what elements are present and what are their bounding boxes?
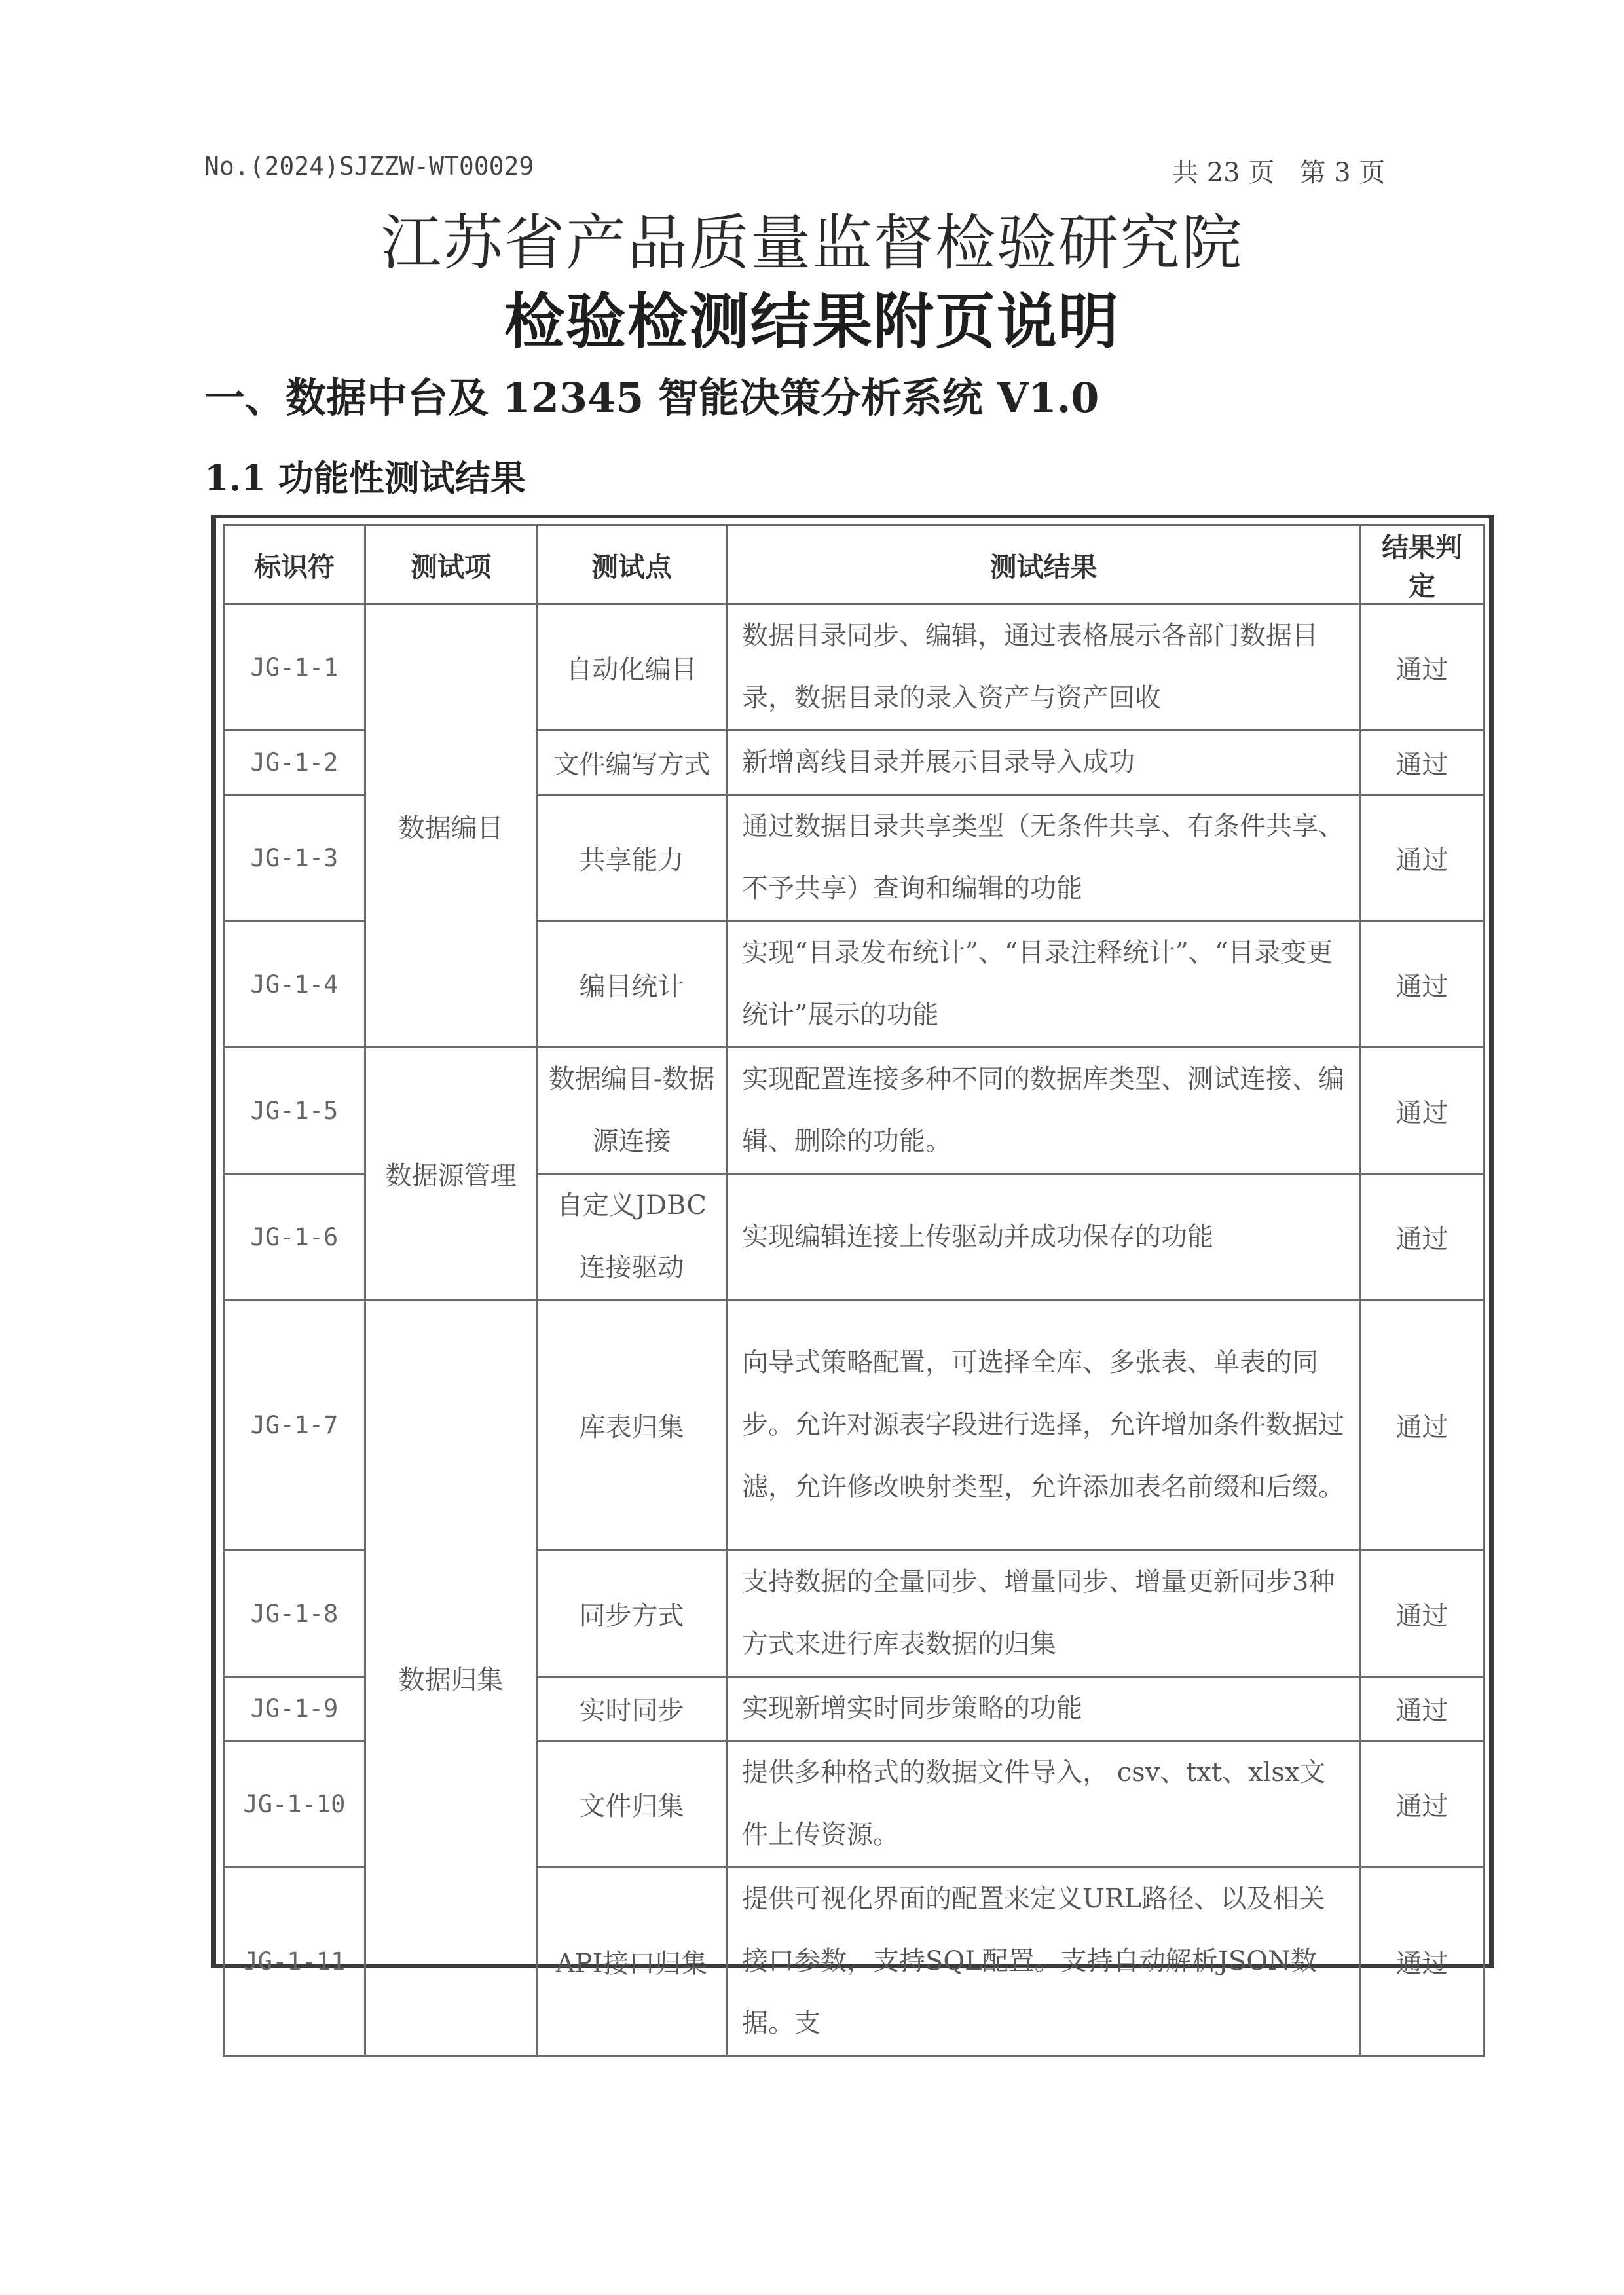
- table-row: [224, 1300, 1484, 1551]
- test-result: 向导式策略配置，可选择全库、多张表、单表的同步。允许对源表字段进行选择，允许增加条件数据过滤，允许修改映射类型，允许添加表名前缀和后缀。: [727, 1300, 1361, 1551]
- test-point: API接口归集: [537, 1867, 727, 2056]
- test-result: 实现配置连接多种不同的数据库类型、测试连接、编辑、删除的功能。: [727, 1048, 1361, 1174]
- test-point: 文件编写方式: [537, 731, 727, 795]
- test-point: 编目统计: [537, 921, 727, 1048]
- test-point: 实时同步: [537, 1677, 727, 1741]
- test-point: 库表归集: [537, 1300, 727, 1551]
- row-id: JG-1-1: [224, 604, 365, 731]
- page-info: 共 23 页 第 3 页: [1172, 158, 1386, 188]
- table-header-row: [224, 525, 1484, 604]
- column-header: 测试结果: [727, 525, 1361, 604]
- seal-edge-mark: [1595, 982, 1621, 1218]
- verdict: 通过: [1361, 1867, 1484, 2056]
- test-result: 实现新增实时同步策略的功能: [727, 1677, 1361, 1741]
- group-data-collection: 数据归集: [365, 1300, 537, 2056]
- column-header: 测试点: [537, 525, 727, 604]
- group-data-cataloging: 数据编目: [365, 604, 537, 1048]
- verdict: 通过: [1361, 1048, 1484, 1174]
- institute-title: 江苏省产品质量监督检验研究院: [380, 208, 1243, 278]
- verdict: 通过: [1361, 604, 1484, 731]
- verdict: 通过: [1361, 1677, 1484, 1741]
- column-header: 测试项: [365, 525, 537, 604]
- test-point: 自动化编目: [537, 604, 727, 731]
- row-id: JG-1-4: [224, 921, 365, 1048]
- column-header: 结果判定: [1361, 525, 1484, 604]
- row-id: JG-1-3: [224, 795, 365, 921]
- test-point: 文件归集: [537, 1741, 727, 1867]
- section-heading: 一、数据中台及 12345 智能决策分析系统 V1.0: [204, 374, 1099, 422]
- table-row: [224, 604, 1484, 731]
- row-id: JG-1-2: [224, 731, 365, 795]
- row-id: JG-1-5: [224, 1048, 365, 1174]
- row-id: JG-1-10: [224, 1741, 365, 1867]
- group-data-source-management: 数据源管理: [365, 1048, 537, 1300]
- test-result: 支持数据的全量同步、增量同步、增量更新同步3种方式来进行库表数据的归集: [727, 1551, 1361, 1677]
- test-point: 同步方式: [537, 1551, 727, 1677]
- row-id: JG-1-7: [224, 1300, 365, 1551]
- verdict: 通过: [1361, 731, 1484, 795]
- verdict: 通过: [1361, 1551, 1484, 1677]
- test-result: 实现“目录发布统计”、“目录注释统计”、“目录变更统计”展示的功能: [727, 921, 1361, 1048]
- test-point: 数据编目-数据源连接: [537, 1048, 727, 1174]
- table-row: [224, 1048, 1484, 1174]
- test-result: 通过数据目录共享类型（无条件共享、有条件共享、不予共享）查询和编辑的功能: [727, 795, 1361, 921]
- subsection-heading: 1.1 功能性测试结果: [204, 457, 526, 499]
- verdict: 通过: [1361, 795, 1484, 921]
- row-id: JG-1-9: [224, 1677, 365, 1741]
- row-id: JG-1-8: [224, 1551, 365, 1677]
- verdict: 通过: [1361, 1300, 1484, 1551]
- row-id: JG-1-6: [224, 1174, 365, 1300]
- test-point: 共享能力: [537, 795, 727, 921]
- verdict: 通过: [1361, 921, 1484, 1048]
- verdict: 通过: [1361, 1174, 1484, 1300]
- test-result: 提供多种格式的数据文件导入， csv、txt、xlsx文件上传资源。: [727, 1741, 1361, 1867]
- test-result: 数据目录同步、编辑，通过表格展示各部门数据目录，数据目录的录入资产与资产回收: [727, 604, 1361, 731]
- test-result: 新增离线目录并展示目录导入成功: [727, 731, 1361, 795]
- results-table: [223, 524, 1485, 2057]
- test-result: 提供可视化界面的配置来定义URL路径、以及相关接口参数，支持SQL配置。支持自动解析JSON数据。支: [727, 1867, 1361, 2056]
- verdict: 通过: [1361, 1741, 1484, 1867]
- test-point: 自定义JDBC连接驱动: [537, 1174, 727, 1300]
- column-header: 标识符: [224, 525, 365, 604]
- report-number: No.(2024)SJZZW-WT00029: [204, 152, 534, 181]
- row-id: JG-1-11: [224, 1867, 365, 2056]
- document-title: 检验检测结果附页说明: [504, 286, 1120, 357]
- test-result: 实现编辑连接上传驱动并成功保存的功能: [727, 1174, 1361, 1300]
